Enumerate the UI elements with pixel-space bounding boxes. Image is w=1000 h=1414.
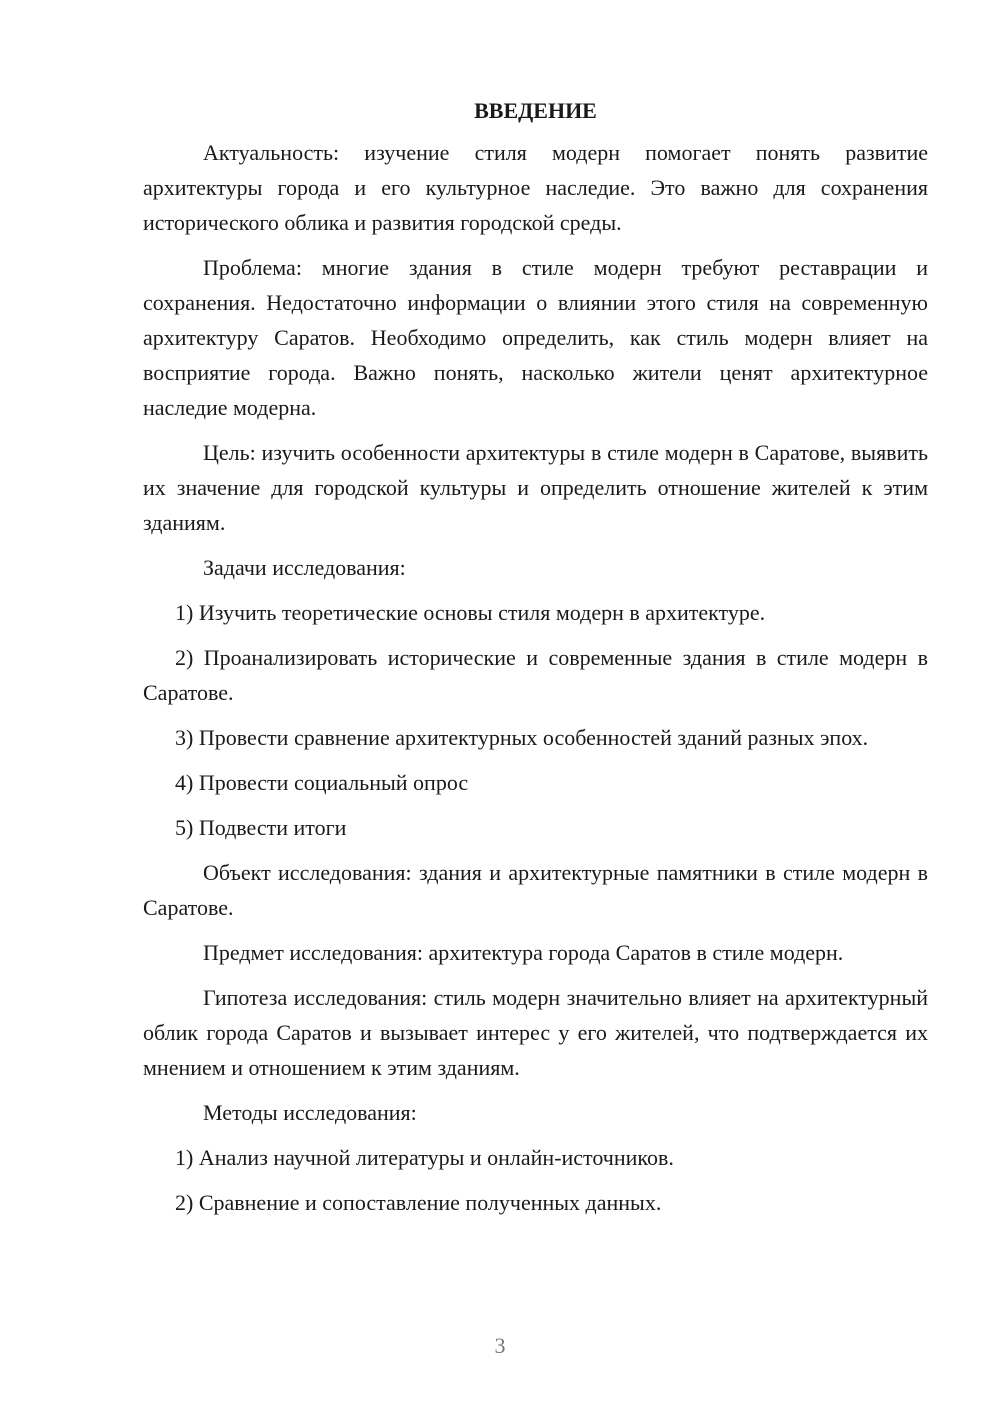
task-item: 5) Подвести итоги [175,815,347,840]
paragraph-hypothesis: Гипотеза исследования: стиль модерн значительно влияет на архитектурный облик города Саратов и вызывает интерес у его жителей, что подтверждается их мнением и отношением к этим зданиям. [143,985,928,1080]
task-item: 2) Проанализировать исторические и современные здания в стиле модерн в Саратове. [143,645,928,705]
paragraph-problem: Проблема: многие здания в стиле модерн требуют реставрации и сохранения. Недостаточно информации о влиянии этого стиля на современную архитектуру Саратов. Необходимо определить, как стиль модерн влияет на восприятие города. Важно понять, насколько жители ценят архитектурное наследие модерна. [143,255,928,420]
task-item: 3) Провести сравнение архитектурных особенностей зданий разных эпох. [175,725,869,750]
methods-heading: Методы исследования: [203,1100,417,1125]
paragraph-relevance: Актуальность: изучение стиля модерн помогает понять развитие архитектуры города и его культурное наследие. Это важно для сохранения исторического облика и развития городской среды. [143,140,928,235]
task-item: 1) Изучить теоретические основы стиля модерн в архитектуре. [175,600,766,625]
paragraph-object: Объект исследования: здания и архитектурные памятники в стиле модерн в Саратове. [143,860,928,920]
method-item: 2) Сравнение и сопоставление полученных данных. [175,1190,662,1215]
tasks-heading: Задачи исследования: [203,555,406,580]
page-number: 3 [494,1333,506,1358]
method-item: 1) Анализ научной литературы и онлайн-источников. [175,1145,674,1170]
paragraph-subject: Предмет исследования: архитектура города Саратов в стиле модерн. [203,940,844,965]
document-page [143,96,928,1230]
paragraph-goal: Цель: изучить особенности архитектуры в стиле модерн в Саратове, выявить их значение для городской культуры и определить отношение жителей к этим зданиям. [143,440,928,535]
document-title: ВВЕДЕНИЕ [474,98,597,123]
task-item: 4) Провести социальный опрос [175,770,469,795]
